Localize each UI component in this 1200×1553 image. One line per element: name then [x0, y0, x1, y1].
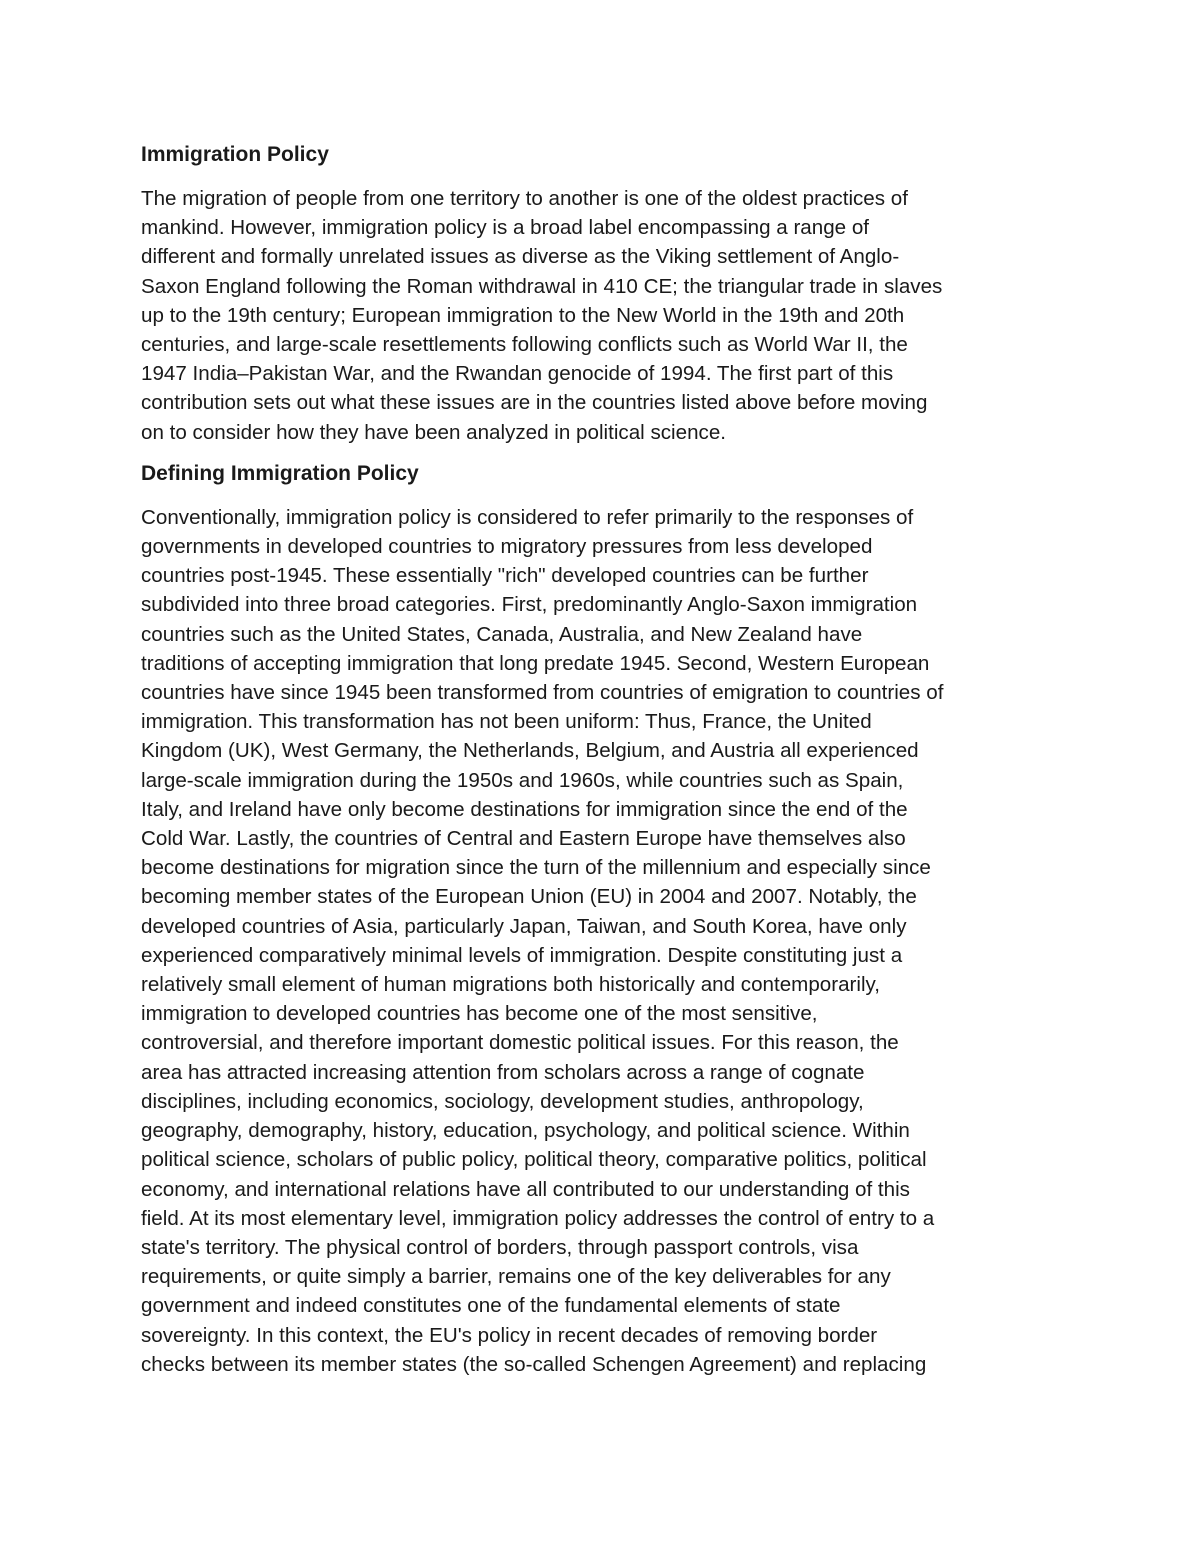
text-line: The migration of people from one territory to another is one of the oldest practices of: [141, 187, 908, 210]
text-line: subdivided into three broad categories. First, predominantly Anglo-Saxon immigration: [141, 593, 918, 617]
text-line: requirements, or quite simply a barrier, remains one of the key deliverables for any: [141, 1265, 891, 1289]
text-line: Conventionally, immigration policy is considered to refer primarily to the responses of: [141, 505, 914, 529]
text-line: checks between its member states (the so-called Schengen Agreement) and replacing: [141, 1352, 927, 1376]
text-line: mankind. However, immigration policy is a broad label encompassing a range of: [141, 216, 870, 240]
text-line: state's territory. The physical control of borders, through passport controls, visa: [141, 1235, 859, 1259]
text-line: different and formally unrelated issues as diverse as the Viking settlement of Anglo-: [141, 245, 900, 269]
text-line: area has attracted increasing attention from scholars across a range of cognate: [141, 1060, 865, 1084]
text-line: governments in developed countries to migratory pressures from less developed: [141, 535, 873, 559]
text-line: disciplines, including economics, sociology, development studies, anthropology,: [141, 1089, 864, 1113]
text-line: developed countries of Asia, particularly Japan, Taiwan, and South Korea, have only: [141, 914, 907, 938]
text-line: Italy, and Ireland have only become destinations for immigration since the end of the: [141, 797, 908, 821]
section-heading: Defining Immigration Policy: [141, 461, 419, 485]
text-line: becoming member states of the European Union (EU) in 2004 and 2007. Notably, the: [141, 885, 917, 909]
text-line: immigration to developed countries has become one of the most sensitive,: [141, 1002, 818, 1026]
text-line: on to consider how they have been analyzed in political science.: [141, 420, 727, 444]
document-page: [141, 140, 1076, 1391]
section-heading: Immigration Policy: [141, 143, 329, 166]
text-line: Saxon England following the Roman withdrawal in 410 CE; the triangular trade in slaves: [141, 274, 943, 298]
paragraph: [141, 503, 1076, 1379]
text-line: Kingdom (UK), West Germany, the Netherlands, Belgium, and Austria all experienced: [141, 739, 919, 763]
text-line: government and indeed constitutes one of the fundamental elements of state: [141, 1294, 841, 1318]
text-line: economy, and international relations have all contributed to our understanding of this: [141, 1177, 910, 1201]
text-line: geography, demography, history, education, psychology, and political science. Within: [141, 1119, 910, 1143]
text-line: countries post-1945. These essentially "rich" developed countries can be further: [141, 564, 869, 588]
text-line: experienced comparatively minimal levels of immigration. Despite constituting just a: [141, 943, 903, 967]
text-line: large-scale immigration during the 1950s and 1960s, while countries such as Spain,: [141, 768, 904, 792]
text-line: political science, scholars of public policy, political theory, comparative politics, political: [141, 1148, 927, 1172]
text-line: traditions of accepting immigration that long predate 1945. Second, Western European: [141, 651, 930, 675]
text-line: countries such as the United States, Canada, Australia, and New Zealand have: [141, 622, 863, 646]
text-line: Cold War. Lastly, the countries of Central and Eastern Europe have themselves also: [141, 827, 906, 851]
text-line: up to the 19th century; European immigration to the New World in the 19th and 20th: [141, 303, 905, 327]
text-line: 1947 India–Pakistan War, and the Rwandan genocide of 1994. The first part of this: [141, 362, 894, 386]
text-line: contribution sets out what these issues are in the countries listed above before moving: [141, 391, 928, 415]
paragraph: [141, 184, 1076, 447]
text-line: centuries, and large-scale resettlements following conflicts such as World War II, the: [141, 333, 908, 357]
section-immigration-policy: [141, 140, 1076, 447]
section-defining-immigration-policy: [141, 459, 1076, 1379]
text-line: countries have since 1945 been transformed from countries of emigration to countries of: [141, 681, 944, 705]
text-line: controversial, and therefore important domestic political issues. For this reason, the: [141, 1031, 899, 1055]
text-line: sovereignty. In this context, the EU's policy in recent decades of removing border: [141, 1323, 878, 1347]
text-line: field. At its most elementary level, immigration policy addresses the control of entry to a: [141, 1206, 935, 1230]
text-line: immigration. This transformation has not been uniform: Thus, France, the United: [141, 710, 872, 734]
text-line: relatively small element of human migrations both historically and contemporarily,: [141, 973, 881, 997]
text-line: become destinations for migration since the turn of the millennium and especially since: [141, 856, 931, 880]
